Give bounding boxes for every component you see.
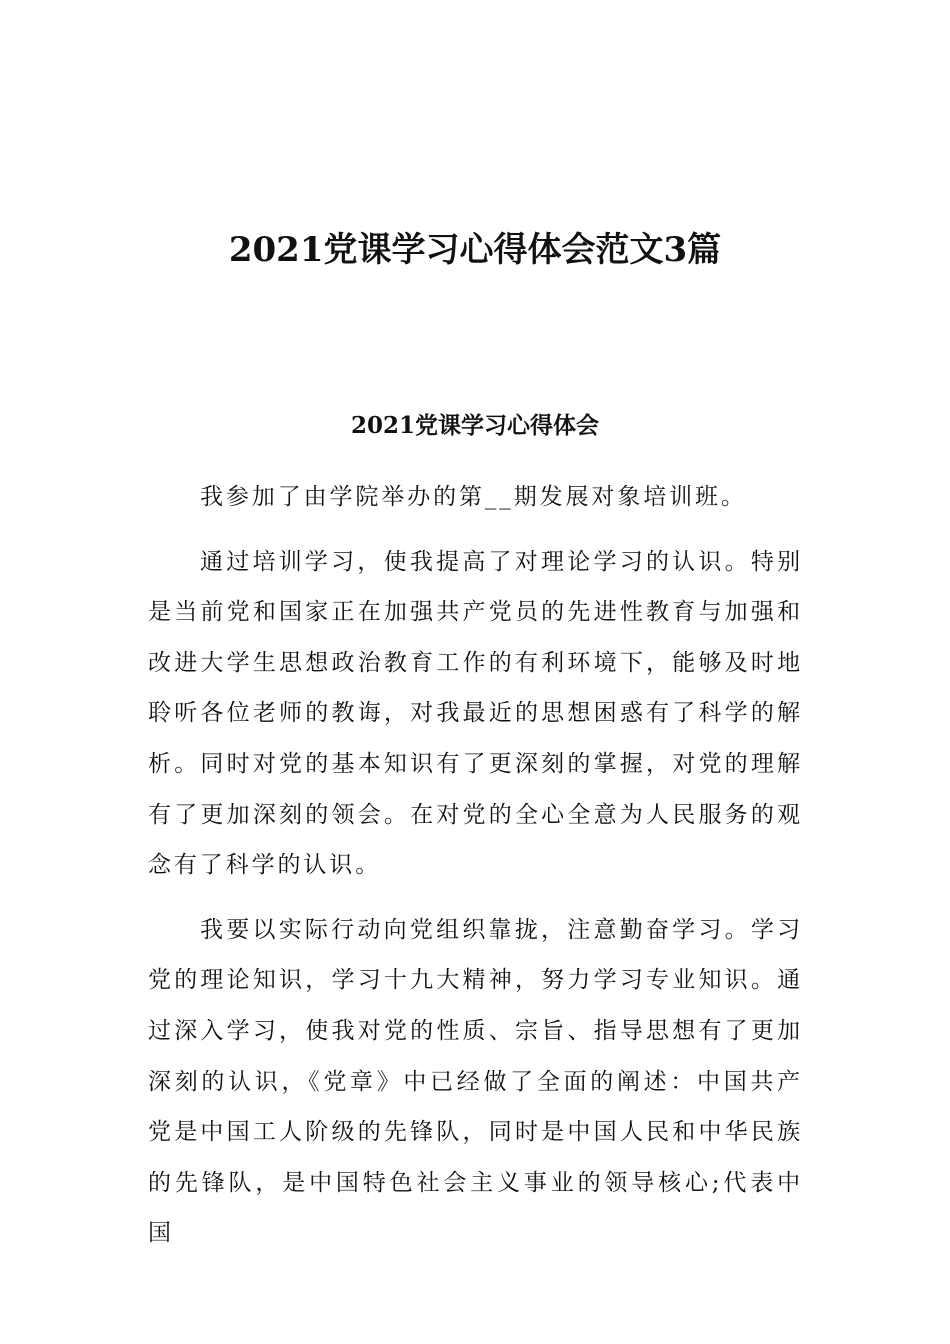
document-title: 2021党课学习心得体会范文3篇 [228, 230, 722, 270]
paragraph-2: 通过培训学习，使我提高了对理论学习的认识。特别是当前党和国家正在加强共产党员的先进性教育与加强和改进大学生思想政治教育工作的有利环境下，能够及时地聆听各位老师的教诲，对我最近的思想困惑有了科学的解析。同时对党的基本知识有了更深刻的掌握，对党的理解有了更加深刻的领会。在对党的全心全意为人民服务的观念有了科学的认识。 [148, 548, 803, 879]
section-title: 2021党课学习心得体会 [350, 412, 599, 439]
paragraph-3: 我要以实际行动向党组织靠拢，注意勤奋学习。学习党的理论知识，学习十九大精神，努力学习专业知识。通过深入学习，使我对党的性质、宗旨、指导思想有了更加深刻的认识，《党章》中已经做了全面的阐述：中国共产党是中国工人阶级的先锋队，同时是中国人民和中华民族的先锋队，是中国特色社会主义事业的领导核心;代表中国 [148, 916, 803, 1247]
body-text [148, 472, 803, 1273]
paragraph-1: 我参加了由学院举办的第__期发展对象培训班。 [200, 484, 747, 510]
